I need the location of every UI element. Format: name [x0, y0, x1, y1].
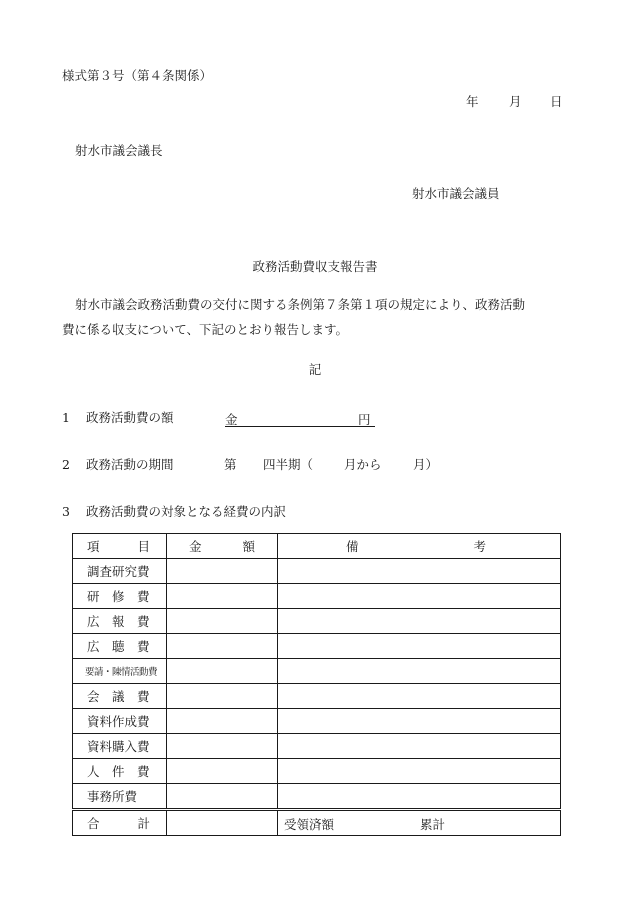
table-row	[73, 609, 561, 634]
body-line-2: 費に係る収支について、下記のとおり報告します。	[62, 322, 349, 337]
header-item	[73, 534, 167, 559]
cumulative-label: 累計	[420, 817, 446, 832]
remarks-cell[interactable]	[278, 684, 561, 709]
header-amount-b: 額	[242, 539, 255, 554]
amount-suffix: 円	[358, 412, 371, 427]
period-from: 月から	[344, 457, 382, 472]
item-2-label: 政務活動の期間	[86, 457, 174, 472]
total-label-a: 合	[87, 816, 100, 831]
amount-cell[interactable]	[167, 709, 278, 734]
item-2	[62, 457, 562, 473]
table-row	[73, 559, 561, 584]
expense-breakdown-table	[72, 533, 561, 836]
recipient: 射水市議会議長	[75, 143, 163, 158]
remarks-cell[interactable]	[278, 709, 561, 734]
header-item-b: 目	[137, 539, 150, 554]
total-label-b: 計	[137, 816, 150, 831]
sender: 射水市議会議員	[412, 186, 500, 201]
table-row	[73, 759, 561, 784]
row-label: 資料購入費	[73, 734, 167, 759]
row-label: 要請・陳情活動費	[73, 659, 167, 684]
table-row	[73, 584, 561, 609]
amount-cell[interactable]	[167, 634, 278, 659]
amount-cell[interactable]	[167, 609, 278, 634]
row-label: 広 報 費	[73, 609, 167, 634]
amount-cell[interactable]	[167, 759, 278, 784]
amount-cell[interactable]	[167, 784, 278, 810]
amount-prefix: 金	[225, 412, 238, 427]
item-1-number: 1	[62, 410, 70, 425]
table-row	[73, 634, 561, 659]
amount-cell[interactable]	[167, 734, 278, 759]
table-row	[73, 684, 561, 709]
remarks-cell[interactable]	[278, 659, 561, 684]
table-row	[73, 659, 561, 684]
date-year: 年	[466, 94, 479, 109]
table-header-row	[73, 534, 561, 559]
header-remarks-b: 考	[473, 539, 486, 554]
remarks-cell[interactable]	[278, 759, 561, 784]
body-line-1: 射水市議会政務活動費の交付に関する条例第７条第１項の規定により、政務活動	[75, 297, 526, 312]
remarks-cell[interactable]	[278, 584, 561, 609]
item-2-number: 2	[62, 457, 70, 472]
remarks-cell[interactable]	[278, 634, 561, 659]
amount-field[interactable]	[225, 408, 375, 427]
quarter-suffix: 四半期（	[263, 457, 314, 472]
row-label: 人 件 費	[73, 759, 167, 784]
total-amount-cell[interactable]	[167, 810, 278, 836]
header-amount	[167, 534, 278, 559]
header-amount-a: 金	[189, 539, 202, 554]
period-to: 月）	[413, 457, 439, 472]
received-label: 受領済額	[284, 817, 335, 832]
total-remarks-cell[interactable]	[278, 810, 561, 836]
total-label	[73, 810, 167, 836]
row-label: 研 修 費	[73, 584, 167, 609]
amount-cell[interactable]	[167, 659, 278, 684]
remarks-cell[interactable]	[278, 609, 561, 634]
table-row	[73, 709, 561, 734]
amount-cell[interactable]	[167, 684, 278, 709]
header-remarks	[278, 534, 561, 559]
item-1-label: 政務活動費の額	[86, 410, 174, 425]
amount-cell[interactable]	[167, 584, 278, 609]
ki-heading: 記	[308, 362, 322, 377]
remarks-cell[interactable]	[278, 559, 561, 584]
remarks-cell[interactable]	[278, 784, 561, 810]
quarter-prefix: 第	[224, 457, 237, 472]
table-total-row	[73, 810, 561, 836]
remarks-cell[interactable]	[278, 734, 561, 759]
page-title: 政務活動費収支報告書	[252, 259, 378, 274]
row-label: 会 議 費	[73, 684, 167, 709]
header-item-a: 項	[87, 539, 100, 554]
body-text	[62, 292, 562, 342]
table-row	[73, 734, 561, 759]
date-day: 日	[550, 94, 563, 109]
header-remarks-a: 備	[346, 539, 359, 554]
row-label: 資料作成費	[73, 709, 167, 734]
date-month: 月	[509, 94, 522, 109]
item-3-label: 政務活動費の対象となる経費の内訳	[86, 504, 287, 519]
table-row	[73, 784, 561, 810]
row-label: 広 聴 費	[73, 634, 167, 659]
row-label: 調査研究費	[73, 559, 167, 584]
row-label: 事務所費	[73, 784, 167, 810]
amount-cell[interactable]	[167, 559, 278, 584]
item-3-number: 3	[62, 504, 70, 519]
form-number: 様式第３号（第４条関係）	[62, 68, 213, 83]
